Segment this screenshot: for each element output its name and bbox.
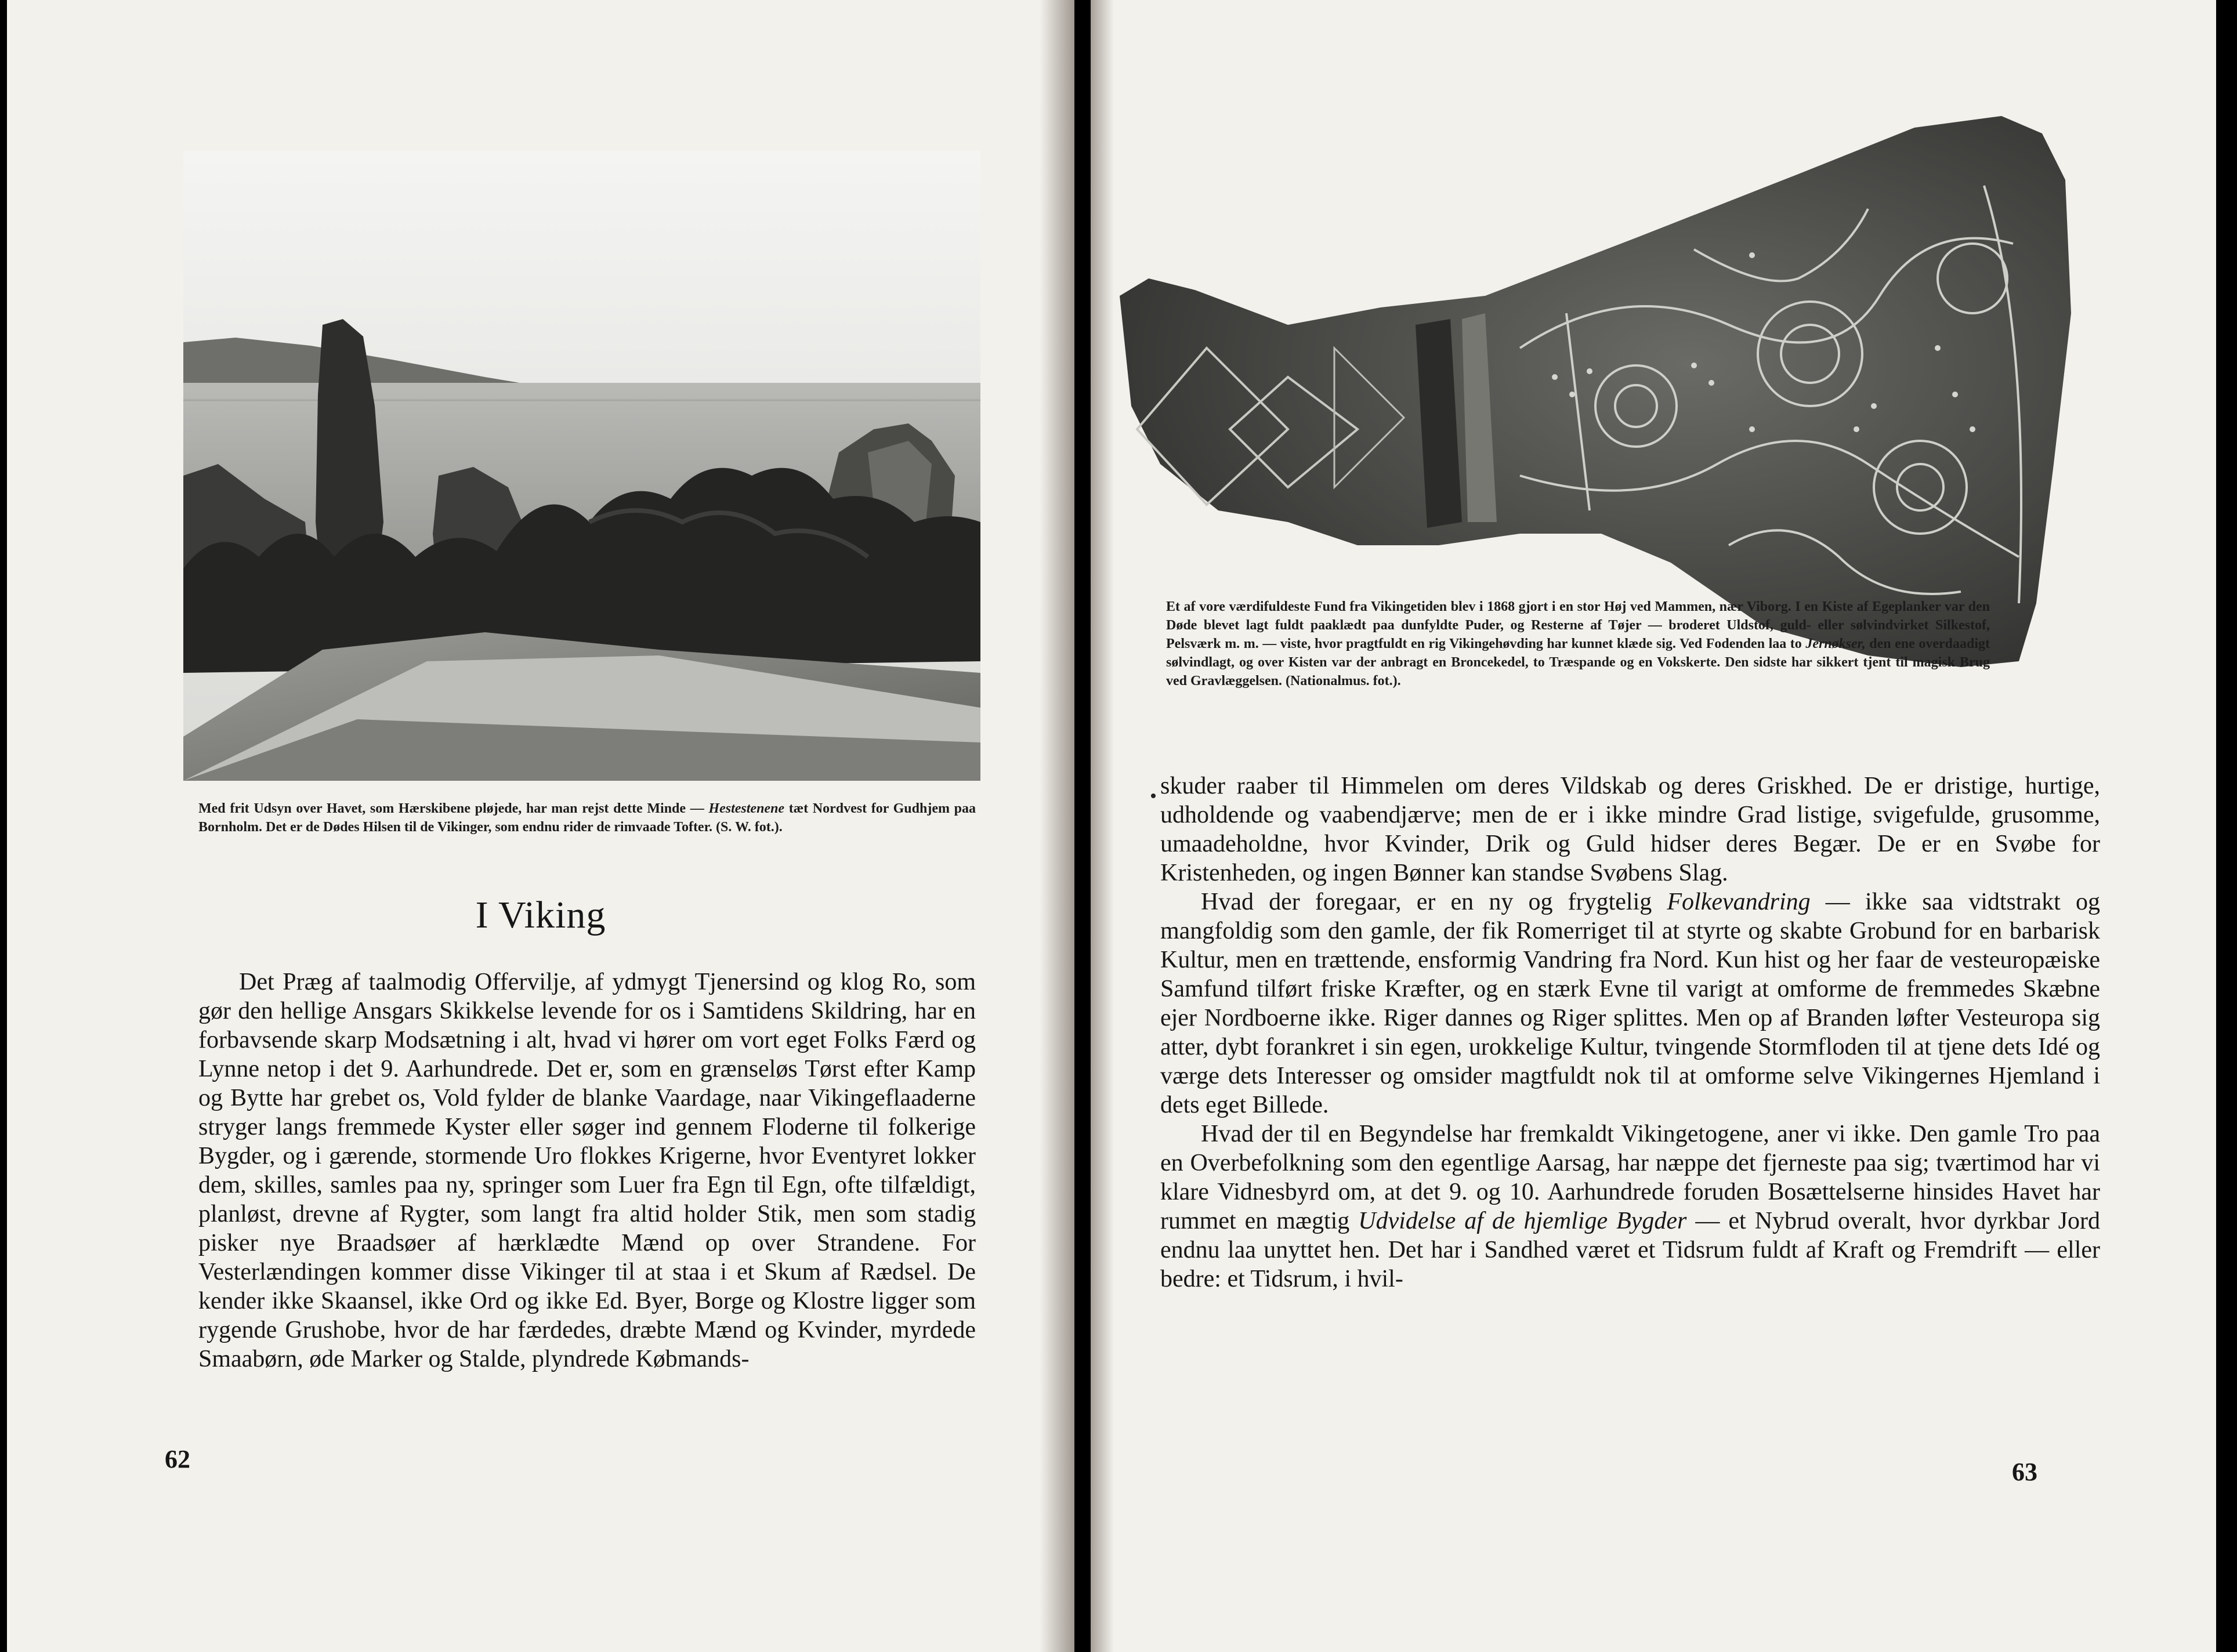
paragraph-text: Hvad der foregaar, er en ny og frygtelig: [1201, 889, 1667, 915]
photo-caption: [198, 799, 976, 836]
caption-italic-term: Jernøkser,: [1805, 636, 1866, 651]
paragraph: [1160, 887, 2100, 1120]
page-number: 63: [2012, 1458, 2037, 1486]
caption-text: Med frit Udsyn over Havet, som Hærskibene pløjede, har man rejst dette Minde —: [198, 801, 709, 816]
page-number: 62: [165, 1445, 190, 1473]
caption-text-continued: den ene overdaadigt sølvindlagt, og over Kisten var der anbragt en Broncekedel, to Træspande og en Vokskerte. Den sidste har sikkert tjent til magisk Brug ved Gravlæggelsen. (Nationalmus. fot.).: [1166, 636, 1990, 689]
gutter-shadow: [1040, 0, 1074, 1652]
paragraph: [1160, 1120, 2100, 1294]
bornholm-standing-stones-photo: [183, 151, 980, 781]
italic-term: Udvidelse af de hjemlige Bygder: [1358, 1208, 1687, 1234]
paragraph-text: Hvad der til en Begyndelse har fremkaldt Vikingetogene, aner vi ikke. Den gamle Tro paa en Overbefolkning som den egentlige Aarsag, har næppe det fjerneste paa sig; tværtimod har vi klare Vidnesbyrd om, at det 9. og 10. Aarhundrede foruden Bosættelserne hinsides Havet har rummet en mægtig: [1160, 1121, 2100, 1234]
margin-dot: [1151, 794, 1156, 798]
italic-term: Folkevandring: [1667, 889, 1811, 915]
axe-caption: [1166, 597, 1990, 690]
body-text: [198, 968, 976, 1374]
gutter-shadow: [1091, 0, 1114, 1652]
left-page: [7, 0, 1074, 1652]
chapter-title: I Viking: [475, 894, 606, 936]
paragraph-text-continued: — et Nybrud overalt, hvor dyrkbar Jord endnu laa unyttet hen. Det har i Sandhed været et Tidsrum fuldt af Kraft og Fremdrift — eller bedre: et Tidsrum, i hvil-: [1160, 1208, 2101, 1292]
paragraph: skuder raaber til Himmelen om deres Vildskab og deres Griskhed. De er dristige, hurtige, udholdende og vaabendjærve; men de er i ikke mindre Grad listige, svigefulde, grusomme, umaadeholdne, hvor Kvinder, Drik og Guld hidser deres Begær. De er en Svøbe for Kristenheden, og ingen Bønner kan standse Svøbens Slag.: [1160, 773, 2100, 886]
caption-text: Et af vore værdifuldeste Fund fra Vikingetiden blev i 1868 gjort i en stor Høj ved Mammen, nær Viborg. I en Kiste af Egeplanker var den Døde blevet lagt fuldt paaklædt paa dunfyldte Puder, og Resterne af Tøjer — broderet Uldstof, guld- eller sølvindvirket Silkestof, Pelsværk m. m. — viste, hvor pragtfuldt en rig Vikingehøvding har kunnet klæde sig. Ved Fodenden laa to: [1166, 599, 1990, 651]
paragraph: Det Præg af taalmodig Offervilje, af ydmygt Tjenersind og klog Ro, som gør den hellige Ansgars Skikkelse levende for os i Samtidens Skildring, har en forbavsende skarp Modsætning i alt, hvad vi hører om vort eget Folks Færd og Lynne netop i det 9. Aarhundrede. Det er, som en grænseløs Tørst efter Kamp og Bytte har grebet os, Vold fylder de blanke Vaardage, naar Vikingeflaaderne stryger langs fremmede Kyster eller søger ind gennem Floderne til folkerige Bygder, og i gærende, stormende Uro flokkes Krigerne, hvor Eventyret lokker dem, skilles, samles paa ny, springer som Luer fra Egn til Egn, ofte tilfældigt, planløst, drevne af Rygter, som langt fra altid holder Stik, men som stadig pisker nye Braadsøer af hærklædte Mænd op over Strandene. For Vesterlændingen kommer disse Vikinger til at staa i et Skum af Rædsel. De kender ikke Skaansel, ikke Ord og ikke Ed. Byer, Borge og Klostre ligger som rygende Grushobe, hvor de har færdedes, dræbte Mænd og Kvinder, myrdede Smaabørn, øde Marker og Stalde, plyndrede Købmands-: [198, 969, 976, 1372]
caption-text-continued: tæt Nordvest for Gudhjem paa Bornholm. Det er de Dødes Hilsen til de Vikinger, som endnu rider de rimvaade Tofter. (S. W. fot.).: [198, 801, 976, 835]
body-text: [1160, 771, 2100, 1294]
right-page: [1091, 0, 2216, 1652]
paragraph-text-continued: — ikke saa vidtstrakt og mangfoldig som den gamle, der fik Romerriget til at styrte og skabte Grobund for en barbarisk Kultur, men en trættende, ensformig Vandring fra Nord. Kun hist og her faar de vesteuropæiske Samfund tilført friske Kræfter, og en stærk Evne til varigt at omforme de fremmedes Skæbne ejer Nordboerne ikke. Riger dannes og Riger splittes. Men op af Branden løfter Vesteuropa sig atter, dybt forankret i sin egen, urokkelige Kultur, tvingende Stormfloden til at tjene dets Idé og værge dets Interesser og omsider magtfuldt nok til at omforme selve Vikingernes Hjemland i dets eget Billede.: [1160, 889, 2100, 1118]
caption-italic-name: Hestestenene: [708, 801, 785, 816]
